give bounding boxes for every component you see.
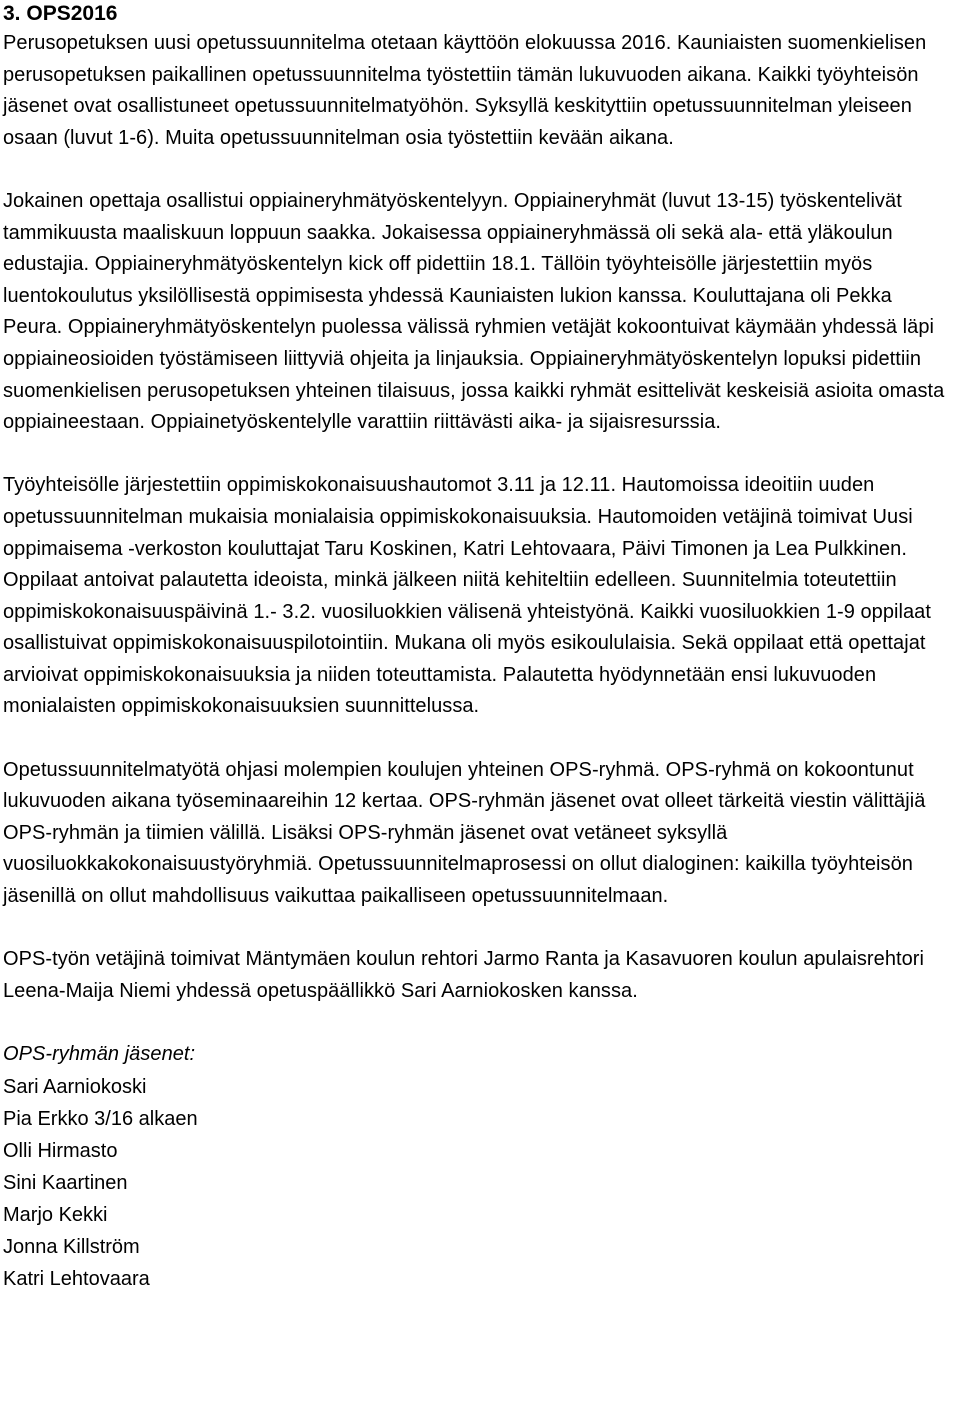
paragraph-workshops: Työyhteisölle järjestettiin oppimiskokonaisuushautomot 3.11 ja 12.11. Hautomoissa ideoitiin uuden opetussuunnitelman mukaisia monialaisia oppimiskokonaisuuksia. Hautomoiden vetäjinä toimivat Uusi oppimaisema -verkoston kouluttajat Taru Koskinen, Katri Lehtovaara, Päivi Timonen ja Lea Pulkkinen. Oppilaat antoivat palautetta ideoista, minkä jälkeen niitä kehiteltiin edelleen. Suunnitelmia toteutettiin oppimiskokonaisuuspäivinä 1.- 3.2. vuosiluokkien välisenä yhteistyönä. Kaikki vuosiluokkien 1-9 oppilaat osallistuivat oppimiskokonaisuuspilotointiin. Mukana oli myös esikoululaisia. Sekä oppilaat että opettajat arvioivat oppimiskokonaisuuksia ja niiden toteuttamista. Palautetta hyödynnetään ensi lukuvuoden monialaisten oppimiskokonaisuuksien suunnittelussa.	[3, 474, 931, 718]
paragraph-leaders: OPS-työn vetäjinä toimivat Mäntymäen koulun rehtori Jarmo Ranta ja Kasavuoren koulun apulaisrehtori Leena-Maija Niemi yhdessä opetuspäällikkö Sari Aarniokosken kanssa.	[3, 948, 924, 1002]
list-item: Jonna Killström	[3, 1235, 140, 1258]
paragraph-ops-group: Opetussuunnitelmatyötä ohjasi molempien koulujen yhteinen OPS-ryhmä. OPS-ryhmä on kokoontunut lukuvuoden aikana työseminaareihin 12 kertaa. OPS-ryhmän jäsenet ovat olleet tärkeitä viestin välittäjiä OPS-ryhmän ja tiimien välillä. Lisäksi OPS-ryhmän jäsenet ovat vetäneet syksyllä vuosiluokkakokonaisuustyöryhmiä. Opetussuunnitelmaprosessi on ollut dialoginen: kaikilla työyhteisön jäsenillä on ollut mahdollisuus vaikuttaa paikalliseen opetussuunnitelmaan.	[3, 758, 926, 908]
section-heading	[3, 0, 953, 28]
members-label: OPS-ryhmän jäsenet:	[3, 1043, 196, 1065]
list-item: Katri Lehtovaara	[3, 1267, 150, 1290]
section-title: OPS2016	[26, 2, 118, 25]
list-item: Marjo Kekki	[3, 1203, 108, 1226]
paragraph-subject-groups: Jokainen opettaja osallistui oppiaineryhmätyöskentelyyn. Oppiaineryhmät (luvut 13-15) työskentelivät tammikuusta maaliskuun loppuun saakka. Jokaisessa oppiaineryhmässä oli sekä ala- että yläkoulun edustajia. Oppiaineryhmätyöskentelyn kick off pidettiin 18.1. Tällöin työyhteisölle järjestettiin myös luentokoulutus yksilöllisestä oppimisesta yhdessä Kauniaisten lukion kanssa. Kouluttajana oli Pekka Peura. Oppiaineryhmätyöskentelyn puolessa välissä ryhmien vetäjät kokoontuivat käymään yhdessä läpi oppiaineosioiden työstämiseen liittyviä ohjeita ja linjauksia. Oppiaineryhmätyöskentelyn lopuksi pidettiin suomenkielisen perusopetuksen yhteinen tilaisuus, jossa kaikki ryhmät esittelivät keskeisiä asioita omasta oppiaineestaan. Oppiainetyöskentelylle varattiin riittävästi aika- ja sijaisresurssia.	[3, 189, 945, 434]
paragraph-intro: Perusopetuksen uusi opetussuunnitelma otetaan käyttöön elokuussa 2016. Kauniaisten suomenkielisen perusopetuksen paikallinen opetussuunnitelma työstettiin tämän lukuvuoden aikana. Kaikki työyhteisön jäsenet ovat osallistuneet opetussuunnitelmatyöhön. Syksyllä keskityttiin opetussuunnitelman yleiseen osaan (luvut 1-6). Muita opetussuunnitelman osia työstettiin kevään aikana.	[3, 32, 927, 149]
paragraph-spacer	[3, 1007, 953, 1039]
paragraph-spacer	[3, 913, 953, 945]
list-item: Olli Hirmasto	[3, 1139, 118, 1162]
section-number: 3.	[3, 2, 21, 25]
paragraph-spacer	[3, 154, 953, 186]
document-page	[3, 0, 953, 1295]
list-item: Pia Erkko 3/16 alkaen	[3, 1107, 198, 1130]
list-item: Sari Aarniokoski	[3, 1075, 147, 1098]
members-list	[3, 1071, 953, 1295]
list-item: Sini Kaartinen	[3, 1171, 128, 1194]
paragraph-spacer	[3, 439, 953, 471]
paragraph-spacer	[3, 723, 953, 755]
